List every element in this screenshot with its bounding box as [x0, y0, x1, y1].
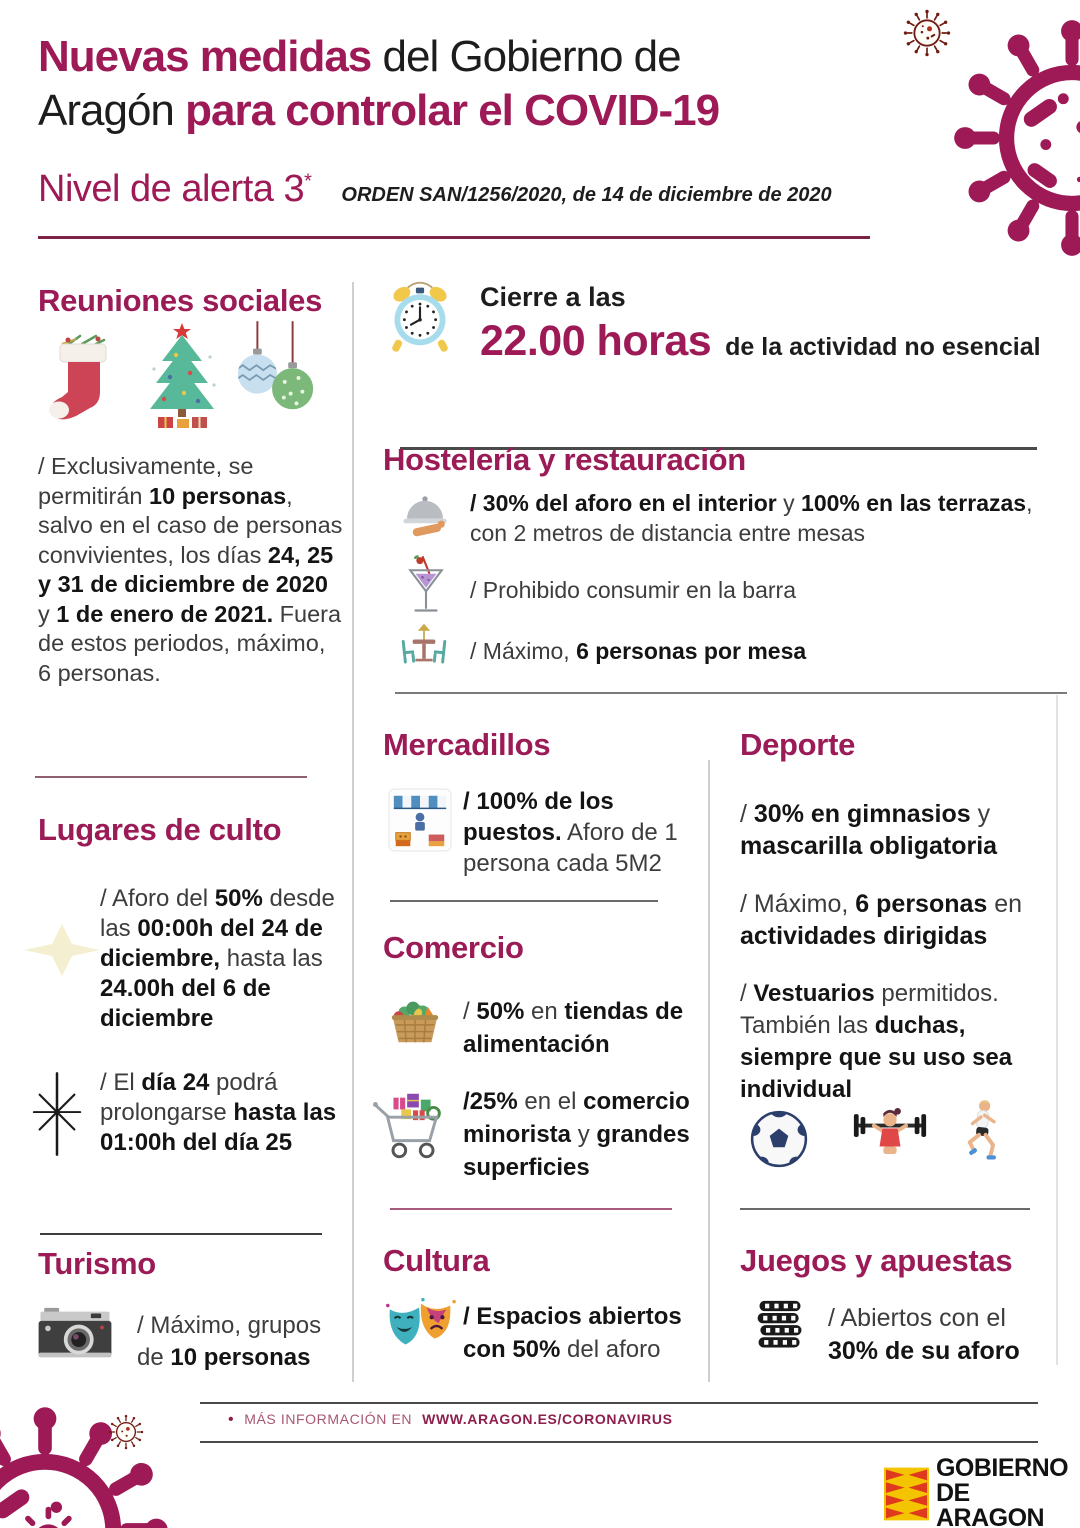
- christmas-tree-icon: [134, 320, 230, 438]
- comercio-item-1: / 50% en tiendas de alimentación: [463, 998, 684, 1058]
- camera-icon: [36, 1306, 114, 1362]
- banner-time: 22.00 horas: [480, 317, 712, 365]
- divider-mercadillos: [390, 900, 658, 902]
- section-title-comercio: Comercio: [383, 930, 524, 965]
- banner-suffix: de la actividad no esencial: [725, 333, 1041, 361]
- section-title-cultura: Cultura: [383, 1243, 490, 1278]
- footer-rule-top: [200, 1402, 1038, 1404]
- weightlifter-icon: [852, 1102, 928, 1170]
- logo-text: [936, 1456, 1080, 1528]
- small-virus-icon: [900, 6, 954, 60]
- page-title-line1: Nuevas medidas del Gobierno de: [38, 32, 681, 81]
- market-stall-icon: [388, 788, 452, 852]
- sparkle-star-icon: [28, 1068, 86, 1160]
- section-title-deporte: Deporte: [740, 727, 856, 762]
- grocery-basket-icon: [385, 991, 445, 1049]
- column-divider-left: [352, 282, 354, 1382]
- divider-lugares-turismo: [40, 1233, 322, 1235]
- faint-star-icon: [22, 922, 102, 978]
- section-title-juegos: Juegos y apuestas: [740, 1243, 1013, 1278]
- hosteleria-item-3: / Máximo, 6 personas por mesa: [470, 638, 807, 664]
- deporte-item-1: / 30% en gimnasios y mascarilla obligatoria: [740, 800, 998, 860]
- comercio-item-2: /25% en el comercio minorista y grandes superficies: [463, 1088, 690, 1181]
- page-title-line2: Aragón para controlar el COVID-19: [38, 86, 720, 135]
- reuniones-body: / Exclusivamente, se permitirán 10 personas, salvo en el caso de personas convivientes, los días 24, 25 y 31 de diciembre de 2020 y 1 de enero de 2021. Fuera de estos periodos, máximo, 6 personas.: [38, 453, 343, 686]
- small-virus-icon-bottom: [106, 1412, 146, 1452]
- poker-chips-icon: [752, 1296, 808, 1358]
- order-reference: ORDEN SAN/1256/2020, de 14 de diciembre de 2020: [341, 184, 832, 206]
- christmas-stocking-icon: [42, 328, 124, 436]
- logo-line2: DE ARAGON: [935, 1479, 1045, 1528]
- cocktail-icon: [405, 548, 447, 624]
- aragon-logo-icon: [884, 1467, 929, 1521]
- alarm-clock-icon: [383, 276, 457, 356]
- soccer-ball-icon: [748, 1108, 810, 1170]
- hosteleria-item-2: / Prohibido consumir en la barra: [470, 577, 796, 603]
- divider-reuniones-lugares: [35, 776, 307, 778]
- section-title-mercadillos: Mercadillos: [383, 727, 551, 762]
- footer-info-prefix: MÁS INFORMACIÓN EN: [244, 1411, 413, 1427]
- deporte-item-3: / Vestuarios permitidos. También las duchas, siempre que su uso sea individual: [740, 980, 1013, 1103]
- banner-prefix: Cierre a las: [480, 282, 626, 312]
- page-title: [38, 30, 898, 138]
- hosteleria-item-1: / 30% del aforo en el interior y 100% en las terrazas, con 2 metros de distancia entre mesas: [470, 490, 1033, 546]
- turismo-body: / Máximo, grupos de 10 personas: [137, 1312, 322, 1371]
- header-rule: [38, 236, 870, 239]
- closing-time-banner: [480, 282, 1060, 366]
- juegos-body: / Abiertos con el 30% de su aforo: [828, 1304, 1020, 1365]
- large-virus-icon: [952, 18, 1080, 258]
- cultura-body: / Espacios abiertos con 50% del aforo: [463, 1303, 682, 1363]
- deporte-item-2: / Máximo, 6 personas en actividades dirigidas: [740, 890, 1023, 950]
- divider-deporte: [740, 1208, 1030, 1210]
- divider-hosteleria: [395, 692, 1067, 694]
- gobierno-aragon-logo: [884, 1456, 1080, 1528]
- shopping-cart-icon: [372, 1086, 454, 1164]
- cloche-icon: [398, 488, 452, 546]
- alert-level-row: [38, 168, 832, 211]
- section-title-reuniones: Reuniones sociales: [38, 283, 323, 318]
- lugares-item-1: / Aforo del 50% desde las 00:00h del 24 de diciembre, hasta las 24.00h del 6 de diciembre: [100, 885, 335, 1032]
- runner-icon: [952, 1094, 1008, 1170]
- footer-info-url[interactable]: WWW.ARAGON.ES/CORONAVIRUS: [422, 1411, 673, 1427]
- lugares-item-2: / El día 24 podrá prolongarse hasta las 01:00h del día 25: [100, 1069, 337, 1156]
- divider-comercio: [390, 1208, 672, 1210]
- mercadillos-body: / 100% de los puestos. Aforo de 1 persona cada 5M2: [463, 788, 678, 877]
- section-title-turismo: Turismo: [38, 1246, 156, 1281]
- theater-masks-icon: [380, 1293, 458, 1359]
- section-title-hosteleria: Hostelería y restauración: [383, 442, 746, 477]
- section-title-lugares: Lugares de culto: [38, 812, 282, 847]
- alert-asterisk: *: [304, 170, 312, 193]
- table-chairs-icon: [392, 622, 456, 678]
- footer-info: [228, 1411, 673, 1429]
- footer-bullet: •: [228, 1411, 235, 1428]
- footer-rule-bottom: [200, 1441, 1038, 1443]
- alert-level: Nivel de alerta 3*: [38, 168, 312, 210]
- baubles-icon: [230, 318, 320, 434]
- logo-line1: GOBIERNO: [935, 1454, 1069, 1482]
